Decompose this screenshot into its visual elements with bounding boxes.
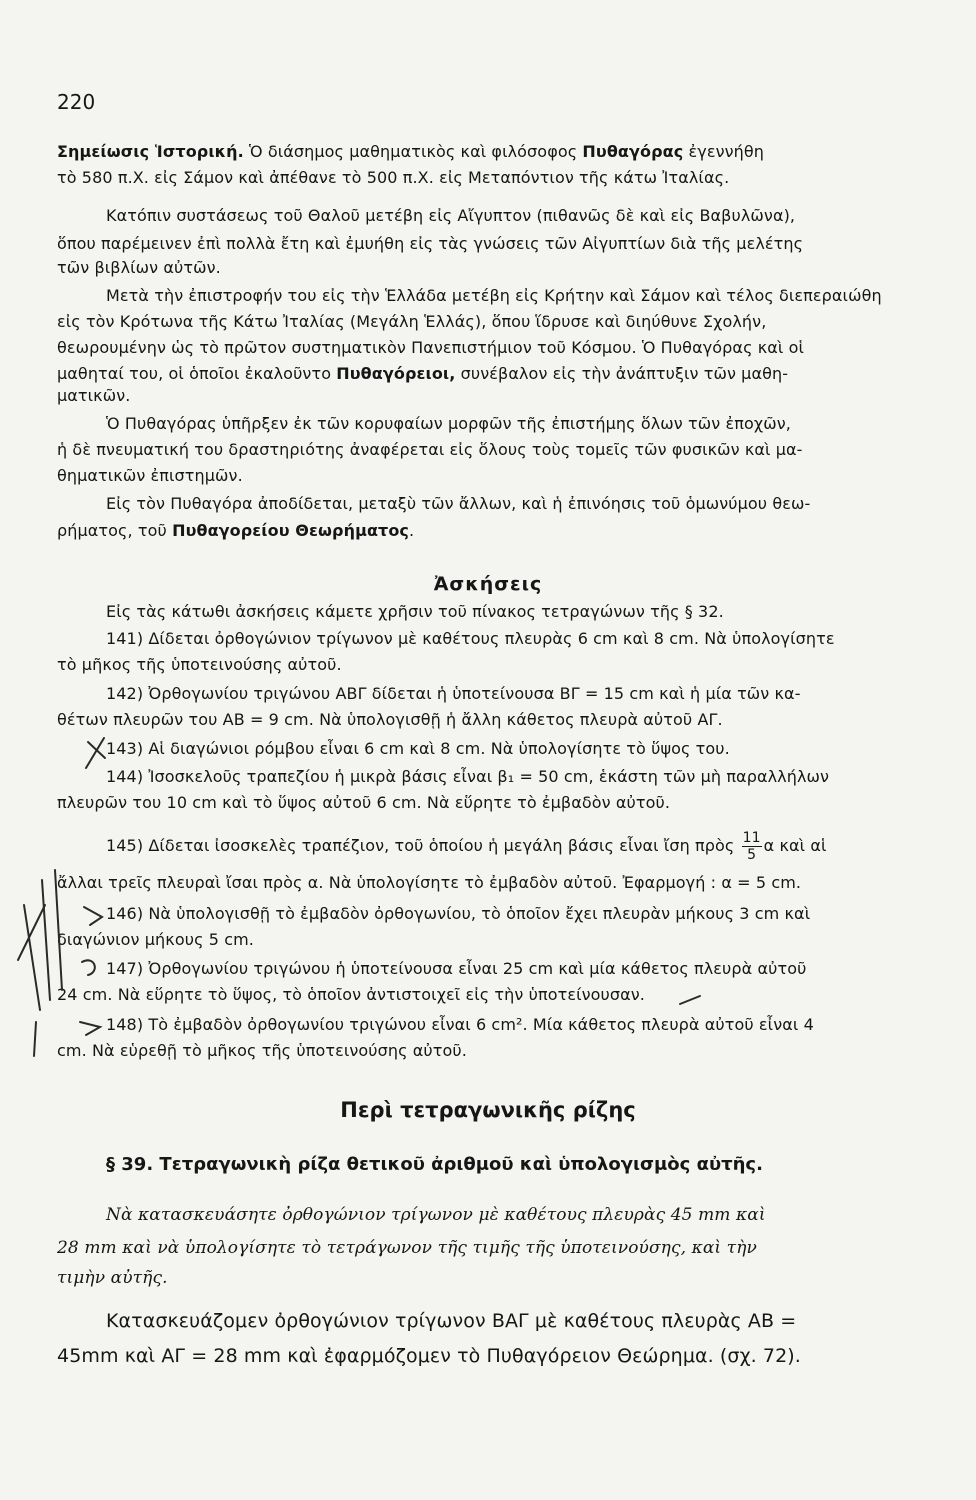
exercise-142: θέτων πλευρῶν του ΑΒ = 9 cm. Νὰ ὑπολογισθῇ ἡ ἄλλη κάθετος πλευρὰ αὐτοῦ ΑΓ. xyxy=(57,710,723,729)
exercise-145-text: 145) Δίδεται ἰσοσκελὲς τραπέζιον, τοῦ ὁποίου ἡ μεγάλη βάσις εἶναι ἴση πρὸς xyxy=(106,836,735,855)
exercise-143: 143) Αἱ διαγώνιοι ρόμβου εἶναι 6 cm καὶ 8 cm. Νὰ ὑπολογίσητε τὸ ὕψος του. xyxy=(106,739,730,758)
history-p3-line: θεωρουμένην ὡς τὸ πρῶτον συστηματικὸν Πανεπιστήμιον τοῦ Κόσμου. Ὁ Πυθαγόρας καὶ οἱ xyxy=(57,338,805,357)
history-p2-line: Κατόπιν συστάσεως τοῦ Θαλοῦ μετέβη εἰς Αἴγυπτον (πιθανῶς δὲ καὶ εἰς Βαβυλῶνα), xyxy=(106,206,796,225)
history-p4-line: ἡ δὲ πνευματική του δραστηριότης ἀναφέρεται εἰς ὅλους τοὺς τομεῖς τῶν φυσικῶν καὶ μα- xyxy=(57,440,803,459)
fraction-denominator: 5 xyxy=(747,847,757,863)
history-p2-line: τῶν βιβλίων αὐτῶν. xyxy=(57,258,221,277)
exercise-145 xyxy=(106,830,827,863)
history-text: μαθηταί του, οἱ ὁποῖοι ἐκαλοῦντο xyxy=(57,364,337,383)
history-text: . xyxy=(409,521,415,540)
exercise-146: 146) Νὰ ὑπολογισθῇ τὸ ἐμβαδὸν ὀρθογωνίου, τὸ ὁποῖον ἔχει πλευρὰν μήκους 3 cm καὶ xyxy=(106,904,811,923)
theorem-name: Πυθαγορείου Θεωρήματος xyxy=(172,521,410,540)
history-p4-line: θηματικῶν ἐπιστημῶν. xyxy=(57,466,243,485)
solution-line: 45mm καὶ ΑΓ = 28 mm καὶ ἐφαρμόζομεν τὸ Πυθαγόρειον Θεώρημα. (σχ. 72). xyxy=(57,1345,801,1367)
pen-stroke xyxy=(18,905,45,960)
exercise-147: 147) Ὀρθογωνίου τριγώνου ἡ ὑποτείνουσα εἶναι 25 cm καὶ μία κάθετος πλευρὰ αὐτοῦ xyxy=(106,959,807,978)
history-p4-line: Ὁ Πυθαγόρας ὑπῆρξεν ἐκ τῶν κορυφαίων μορφῶν τῆς ἐπιστήμης ὅλων τῶν ἐποχῶν, xyxy=(106,414,791,433)
problem-statement-line: 28 mm καὶ νὰ ὑπολογίσητε τὸ τετράγωνον τῆς τιμῆς τῆς ὑποτεινούσης, καὶ τὴν xyxy=(57,1238,757,1258)
exercise-144: πλευρῶν του 10 cm καὶ τὸ ὕψος αὐτοῦ 6 cm. Νὰ εὕρητε τὸ ἐμβαδὸν αὐτοῦ. xyxy=(57,793,671,812)
history-label: Σημείωσις Ἱστορική. xyxy=(57,142,244,161)
exercise-146: διαγώνιον μήκους 5 cm. xyxy=(57,930,254,949)
pythagoras-name: Πυθαγόρας xyxy=(582,142,684,161)
exercise-145: ἄλλαι τρεῖς πλευραὶ ἴσαι πρὸς α. Νὰ ὑπολογίσητε τὸ ἐμβαδὸν αὐτοῦ. Ἐφαρμογή : α = 5 cm. xyxy=(57,873,802,892)
history-p3-line xyxy=(57,364,788,383)
history-p2-line: ὅπου παρέμεινεν ἐπὶ πολλὰ ἔτη καὶ ἐμυήθη εἰς τὰς γνώσεις τῶν Αἰγυπτίων διὰ τῆς μελέτης xyxy=(57,234,804,253)
history-line-2: τὸ 580 π.Χ. εἰς Σάμον καὶ ἀπέθανε τὸ 500 π.Χ. εἰς Μεταπόντιον τῆς κάτω Ἰταλίας. xyxy=(57,168,730,187)
history-line-1 xyxy=(57,142,764,161)
pen-stroke xyxy=(86,738,105,768)
exercise-141: 141) Δίδεται ὀρθογώνιον τρίγωνον μὲ καθέτους πλευρὰς 6 cm καὶ 8 cm. Νὰ ὑπολογίσητε xyxy=(106,629,835,648)
exercises-title: Ἀσκήσεις xyxy=(433,573,543,595)
pen-stroke xyxy=(34,1022,36,1056)
exercise-148: 148) Τὸ ἐμβαδὸν ὀρθογωνίου τριγώνου εἶναι 6 cm². Μία κάθετος πλευρὰ αὐτοῦ εἶναι 4 xyxy=(106,1015,814,1034)
exercises-intro: Εἰς τὰς κάτωθι ἀσκήσεις κάμετε χρῆσιν τοῦ πίνακος τετραγώνων τῆς § 32. xyxy=(106,602,724,621)
page-number: 220 xyxy=(57,90,96,114)
exercise-145-text: α καὶ αἱ xyxy=(763,836,827,855)
pen-stroke xyxy=(84,907,102,925)
history-p5-line: Εἰς τὸν Πυθαγόρα ἀποδίδεται, μεταξὺ τῶν ἄλλων, καὶ ἡ ἐπινόησις τοῦ ὁμωνύμου θεω- xyxy=(106,494,811,513)
history-p3-line: ματικῶν. xyxy=(57,386,131,405)
pen-stroke xyxy=(42,880,50,1000)
pythagoreans-name: Πυθαγόρειοι, xyxy=(336,364,456,383)
history-text: ρήματος, τοῦ xyxy=(57,521,173,540)
history-p5-line xyxy=(57,521,414,540)
pen-stroke xyxy=(80,1022,100,1035)
history-p3-line: εἰς τὸν Κρότωνα τῆς Κάτω Ἰταλίας (Μεγάλη Ἑλλάς), ὅπου ἵδρυσε καὶ διηύθυνε Σχολήν, xyxy=(57,312,767,331)
fraction-numerator: 11 xyxy=(742,830,761,846)
exercise-147: 24 cm. Νὰ εὕρητε τὸ ὕψος, τὸ ὁποῖον ἀντιστοιχεῖ εἰς τὴν ὑποτείνουσαν. xyxy=(57,985,645,1004)
history-p3-line: Μετὰ τὴν ἐπιστροφήν του εἰς τὴν Ἑλλάδα μετέβη εἰς Κρήτην καὶ Σάμον καὶ τέλος διεπεραιώθη xyxy=(106,286,882,305)
problem-statement-line: τιμὴν αὐτῆς. xyxy=(57,1268,168,1288)
exercise-144: 144) Ἰσοσκελοῦς τραπεζίου ἡ μικρὰ βάσις εἶναι β₁ = 50 cm, ἑκάστη τῶν μὴ παραλλήλων xyxy=(106,767,830,786)
exercise-141: τὸ μῆκος τῆς ὑποτεινούσης αὐτοῦ. xyxy=(57,655,342,674)
history-text: συνέβαλον εἰς τὴν ἀνάπτυξιν τῶν μαθη- xyxy=(455,364,789,383)
problem-statement-line: Νὰ κατασκευάσητε ὀρθογώνιον τρίγωνον μὲ καθέτους πλευρὰς 45 mm καὶ xyxy=(106,1205,766,1225)
solution-line: Κατασκευάζομεν ὀρθογώνιον τρίγωνον ΒΑΓ μὲ καθέτους πλευρὰς ΑΒ = xyxy=(106,1310,797,1332)
exercise-142: 142) Ὀρθογωνίου τριγώνου ΑΒΓ δίδεται ἡ ὑποτείνουσα ΒΓ = 15 cm καὶ ἡ μία τῶν κα- xyxy=(106,684,801,703)
history-text: Ὁ διάσημος μαθηματικὸς καὶ φιλόσοφος xyxy=(249,142,583,161)
pen-stroke xyxy=(680,996,700,1004)
history-text: ἐγεννήθη xyxy=(683,142,765,161)
exercise-148: cm. Νὰ εὑρεθῇ τὸ μῆκος τῆς ὑποτεινούσης αὐτοῦ. xyxy=(57,1041,467,1060)
pen-stroke xyxy=(82,960,95,975)
pen-stroke xyxy=(24,905,40,1010)
sqrt-section-title: Περὶ τετραγωνικῆς ρίζης xyxy=(340,1098,636,1122)
fraction xyxy=(742,830,762,863)
section-39-heading: § 39. Τετραγωνικὴ ρίζα θετικοῦ ἀριθμοῦ καὶ ὑπολογισμὸς αὐτῆς. xyxy=(106,1154,763,1175)
